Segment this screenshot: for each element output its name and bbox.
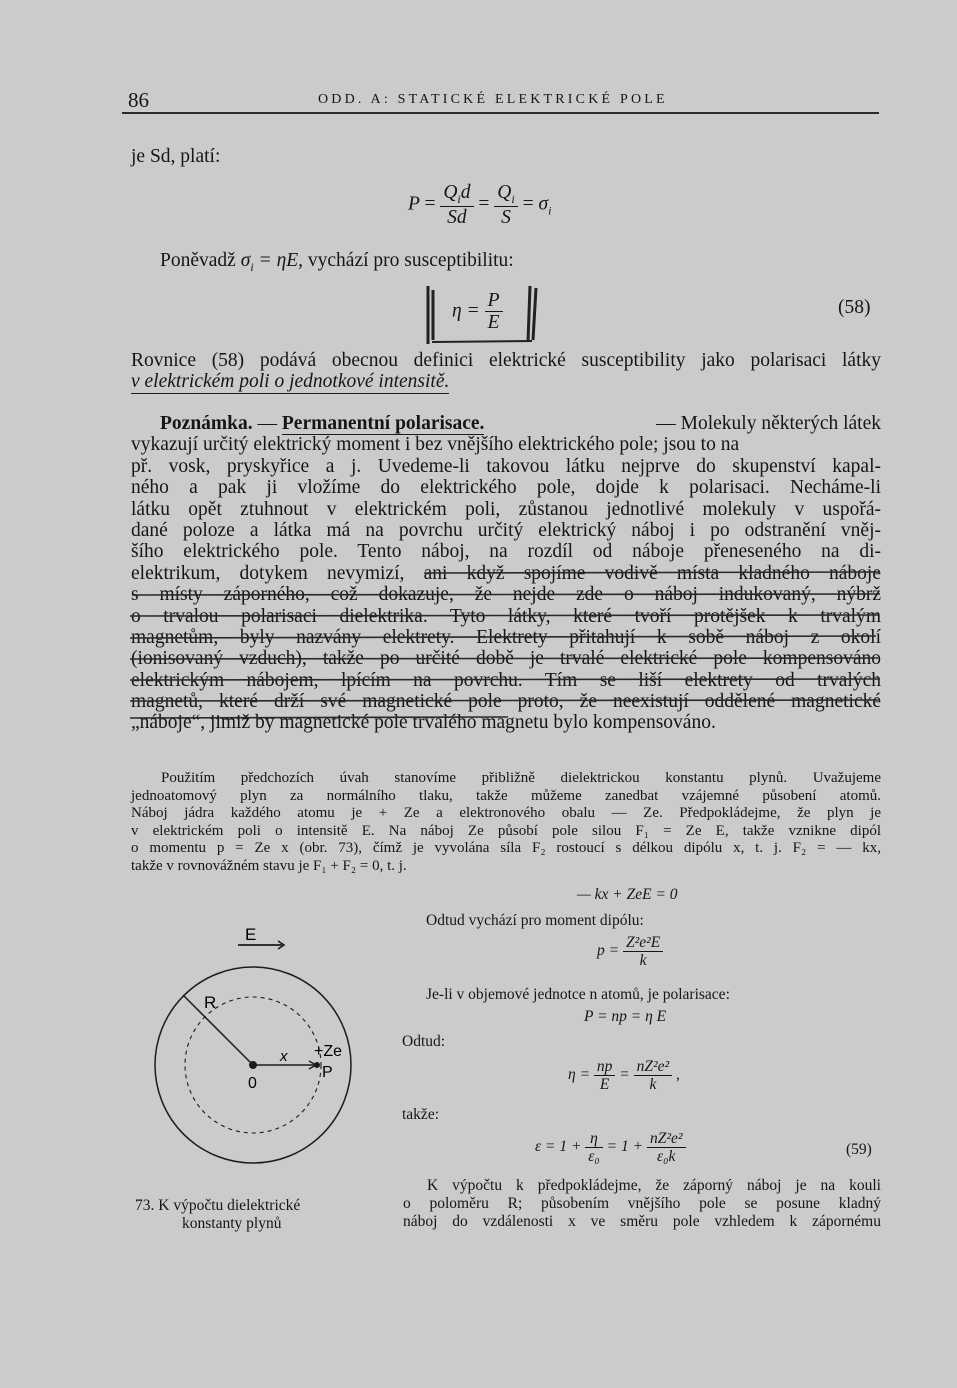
eqeta-frac2 bbox=[634, 1058, 673, 1093]
equation-58 bbox=[452, 290, 503, 334]
eqeta-mid: = bbox=[619, 1066, 630, 1084]
note-heading: Permanentní polarisace. bbox=[281, 413, 485, 434]
radius-line bbox=[183, 995, 253, 1065]
eq58-num: P bbox=[485, 290, 503, 312]
eqp-den: k bbox=[639, 952, 647, 970]
note-line: př. vosk, pryskyřice a j. Uvedeme-li takovou látku nejprve do skupenství kapal- bbox=[131, 455, 881, 477]
eq59-d1: ε₀ bbox=[588, 1148, 600, 1166]
eq1-n2: Q bbox=[497, 182, 512, 203]
eq1-n1: Q bbox=[443, 182, 458, 203]
eq1-d1: Sd bbox=[447, 207, 467, 229]
note-line: „náboje“, jimiž by magnetické pole trvalého magnetu bylo kompensováno. bbox=[131, 712, 716, 734]
closing-line: K výpočtu k předpokládejme, že záporný náboj je na kouli bbox=[427, 1177, 881, 1194]
eqeta-tail: , bbox=[676, 1066, 680, 1084]
note-first-line bbox=[131, 413, 881, 434]
eqeta-n2: nZ²e² bbox=[634, 1058, 673, 1076]
text-odtud-2: Odtud: bbox=[402, 1033, 446, 1050]
equation-59 bbox=[535, 1130, 686, 1165]
s2-sigma: σ bbox=[240, 250, 251, 271]
eq58-eta: η = bbox=[452, 300, 480, 322]
s2-sub: i bbox=[250, 259, 254, 274]
eqp-lhs: p = bbox=[597, 942, 620, 960]
equation-polarisation: P = $\frac{Q_id}{Sd}$ = $\frac{Q_i}{S}$ = $\sigma_i$ bbox=[408, 182, 552, 229]
eq1-n1b: d bbox=[460, 182, 471, 203]
eq1-sigma: σ bbox=[538, 193, 549, 215]
eq1-n1sub: i bbox=[457, 191, 461, 206]
note-line: dané poloze a látka má na povrchu určitý elektrický náboj i po odstranění vněj- bbox=[131, 519, 881, 541]
eq1-p: P bbox=[408, 193, 420, 215]
s2-eta-e: = ηE, bbox=[253, 250, 304, 271]
closing-paragraph bbox=[403, 1177, 881, 1230]
figure-caption-1: 73. K výpočtu dielektrické bbox=[135, 1197, 301, 1214]
note-line: elektrickým nábojem, lpícím na povrchu. Tím se liší elektrety od trvalých bbox=[131, 669, 881, 691]
eqeta-d1: E bbox=[599, 1076, 610, 1094]
eq1-n2sub: i bbox=[511, 191, 515, 206]
intro-text: je Sd, platí: bbox=[131, 146, 221, 167]
note-line: — Molekuly některých látek bbox=[656, 413, 881, 434]
eq58-frac bbox=[485, 290, 503, 334]
figure-73-diagram bbox=[150, 920, 380, 1190]
note-title: Poznámka. bbox=[160, 413, 253, 434]
closing-line: náboj do vzdálenosti x ve směru pole vzhledem k zápornému bbox=[403, 1212, 881, 1230]
equation-59-label: (59) bbox=[846, 1141, 872, 1158]
note-dash: — bbox=[257, 413, 277, 434]
equation-eta bbox=[568, 1058, 680, 1093]
note-line: látku opět ztuhnout v elektrickém poli, zůstanou jednotlivé molekuly v uspořá- bbox=[131, 498, 881, 520]
note-line: (ionisovaný vzduch), takže po určité době je trvalé elektrické pole kompensováno bbox=[131, 648, 881, 670]
eqeta-frac1 bbox=[594, 1058, 616, 1093]
text-odtud-1: Odtud vychází pro moment dipólu: bbox=[426, 912, 644, 929]
eqeta-lhs: η = bbox=[568, 1066, 591, 1084]
eqeta-d2: k bbox=[649, 1076, 657, 1094]
eq1-frac1 bbox=[440, 182, 473, 229]
eq59-n2: nZ²e² bbox=[647, 1130, 686, 1148]
note-line: o trvalou polarisaci dielektrika. Tyto látky, které tvoří protějšek k trvalým bbox=[131, 605, 881, 627]
eqp-frac bbox=[623, 934, 663, 969]
small-line: jednoatomový plyn za normálního tlaku, takže můžeme zanedbat vzájemné působení atomů. bbox=[131, 787, 881, 804]
eq1-d2: S bbox=[501, 207, 511, 229]
small-line: Náboj jádra každého atomu je + Ze a elektronového obalu — Ze. Předpokládejme, že plyn je bbox=[131, 805, 881, 822]
figure-caption-2: konstanty plynů bbox=[182, 1215, 282, 1232]
definition-paragraph bbox=[131, 350, 881, 394]
eq59-n1: η bbox=[585, 1130, 603, 1148]
eqeta-n1: np bbox=[594, 1058, 616, 1076]
origin-label: 0 bbox=[248, 1075, 257, 1092]
eq59-frac1 bbox=[585, 1130, 603, 1165]
s2-rest: vychází pro susceptibilitu: bbox=[303, 250, 514, 271]
eq59-mid: = 1 + bbox=[606, 1138, 644, 1156]
note-line: s místy záporného, což dokazuje, že nejde zde o náboj indukovaný, nýbrž bbox=[131, 584, 881, 606]
nucleus-point bbox=[249, 1061, 257, 1069]
page-number: 86 bbox=[128, 88, 149, 112]
equation-dipole-moment bbox=[597, 934, 663, 969]
displacement-label: x bbox=[280, 1048, 288, 1065]
eq59-d2: ε₀k bbox=[657, 1148, 676, 1166]
point-label: P bbox=[322, 1064, 333, 1081]
note-line: elektrikum, dotykem nevymizí, ani když spojíme vodivě místa kladného náboje bbox=[131, 562, 881, 584]
text-takze: takže: bbox=[402, 1106, 440, 1123]
field-label-e: E bbox=[245, 925, 257, 944]
pencil-underlines bbox=[128, 560, 884, 720]
note-line: ného a pak ji vložíme do elektrického pole, dojde k polarisaci. Necháme-li bbox=[131, 477, 881, 499]
point-p bbox=[314, 1062, 320, 1068]
def-line: Rovnice (58) podává obecnou definici elektrické susceptibility jako polarisaci látky bbox=[131, 350, 881, 371]
eq58-den: E bbox=[487, 312, 500, 334]
eq59-lhs: ε = 1 + bbox=[535, 1138, 582, 1156]
def-line: v elektrickém poli o jednotkové intensitě. bbox=[131, 371, 450, 393]
closing-line: o poloměru R; působením vnějšího pole se posune kladný bbox=[403, 1194, 881, 1212]
small-line: o momentu p = Ze x (obr. 73), čímž je vyvolána síla F₂ rostoucí s délkou dipólu x, t. j. F₂ = — kx, bbox=[131, 840, 881, 857]
note-line: vykazují určitý elektrický moment i bez vnějšího elektrického pole; jsou to na bbox=[131, 434, 740, 456]
note-line: magnetům, byly nazvány elektrety. Elektrety přitahují k sobě náboj z okolí bbox=[131, 626, 881, 648]
small-line: v elektrickém poli o intensitě E. Na náboj Ze působí pole silou F₁ = Ze E, takže vznikne dipól bbox=[131, 822, 881, 839]
equation-polarisation-P: P = np = η E bbox=[584, 1008, 667, 1025]
note-line: magnetů, které drží své magnetické pole proto, že neexistují oddělené magnetické bbox=[131, 691, 881, 713]
note-line: šího elektrického pole. Tento náboj, na rozdíl od náboje přeneseného na di- bbox=[131, 541, 881, 563]
small-line: takže v rovnovážném stavu je F₁ + F₂ = 0, t. j. bbox=[131, 857, 407, 874]
small-print-paragraph bbox=[131, 770, 881, 876]
equation-equilibrium: — kx + ZeE = 0 bbox=[577, 886, 678, 903]
charge-label: +Ze bbox=[314, 1043, 343, 1060]
eqp-num: Z²e²E bbox=[623, 934, 663, 952]
equation-58-label: (58) bbox=[838, 297, 871, 318]
eq1-frac2 bbox=[494, 182, 517, 229]
text-jeli: Je-li v objemové jednotce n atomů, je polarisace: bbox=[426, 986, 730, 1003]
eq59-frac2 bbox=[647, 1130, 686, 1165]
susceptibility-sentence bbox=[160, 250, 514, 275]
eq1-sigsub: i bbox=[548, 203, 552, 218]
running-title: ODD. A: STATICKÉ ELEKTRICKÉ POLE bbox=[318, 92, 668, 107]
s2-a: Poněvadž bbox=[160, 250, 241, 271]
radius-label: R bbox=[204, 993, 217, 1012]
header-rule bbox=[122, 112, 879, 114]
small-line: Použitím předchozích úvah stanovíme přibližně dielektrickou konstantu plynů. Uvažujeme bbox=[161, 770, 881, 786]
